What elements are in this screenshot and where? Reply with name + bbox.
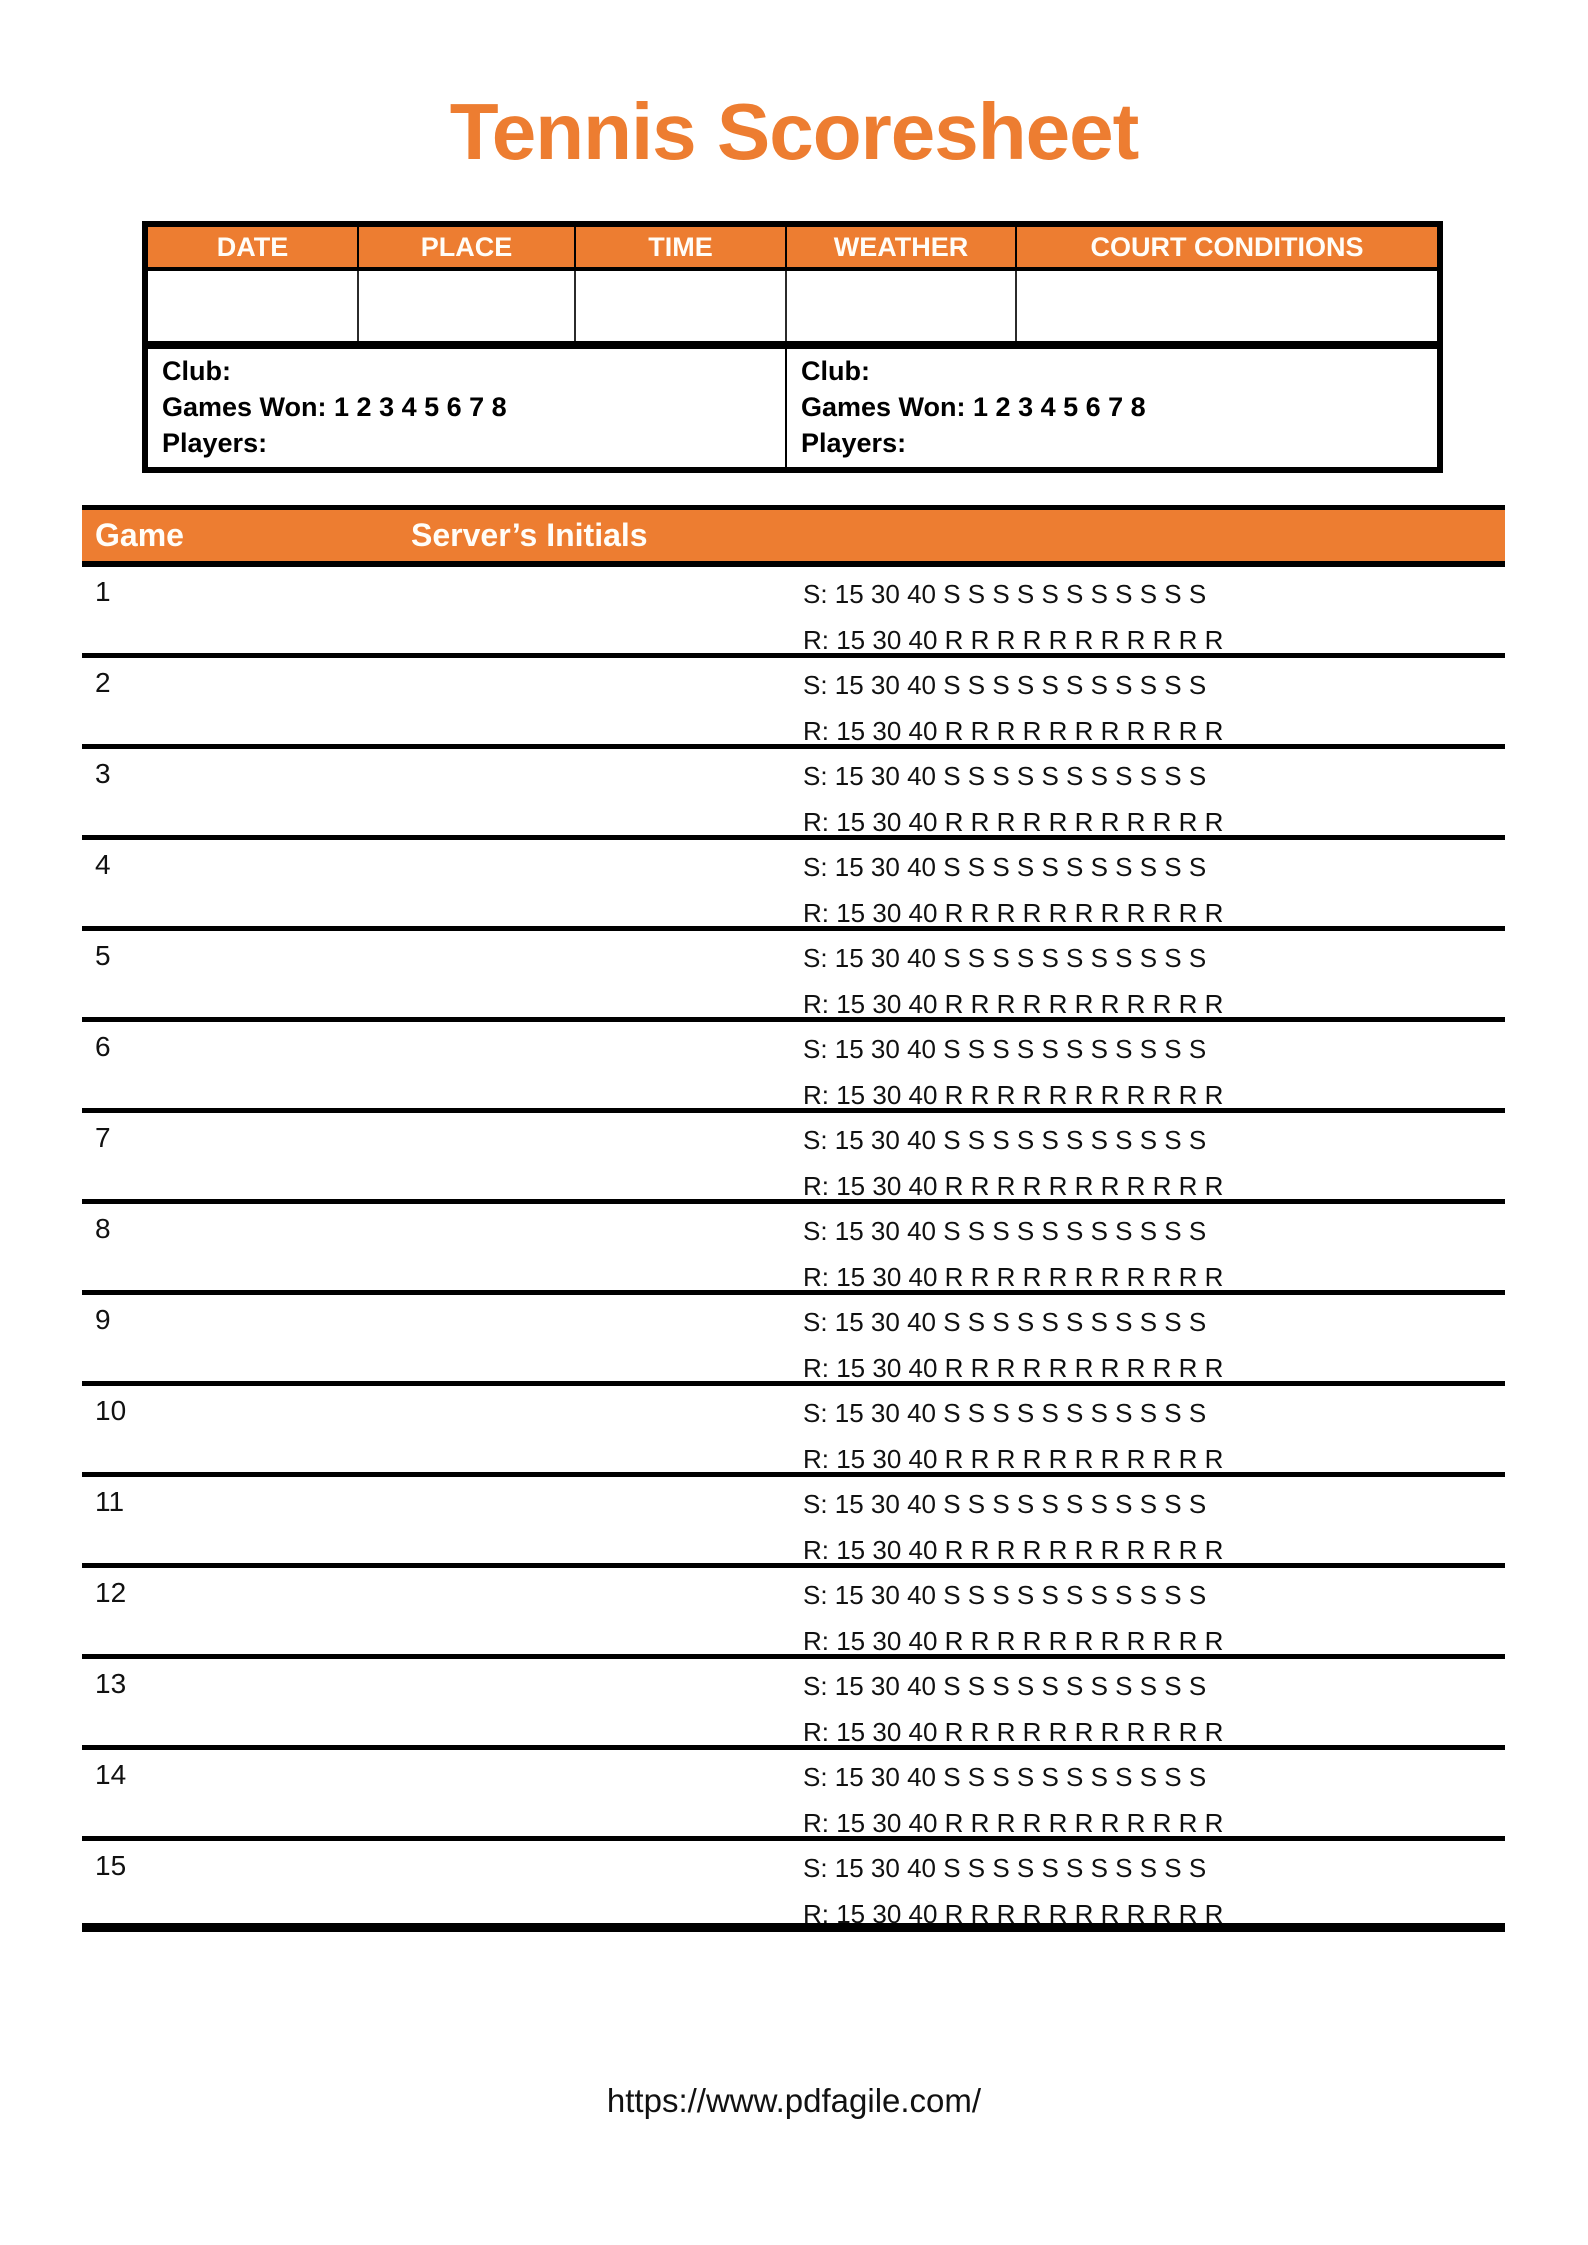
game-column-header: Game (95, 517, 184, 553)
players-label: Players: (162, 428, 268, 458)
info-header-row (148, 227, 1437, 271)
receiver-score-line: R: 15 30 40 R R R R R R R R R R R (803, 989, 1224, 1019)
info-header-place: PLACE (359, 227, 576, 267)
game-row (82, 931, 1505, 1022)
receiver-score-line: R: 15 30 40 R R R R R R R R R R R (803, 1808, 1224, 1838)
time-field[interactable] (576, 271, 787, 341)
score-block (803, 935, 1223, 1027)
game-row (82, 567, 1505, 658)
server-score-line: S: 15 30 40 S S S S S S S S S S S (803, 1398, 1207, 1428)
game-number: 11 (95, 1486, 125, 1517)
server-score-line: S: 15 30 40 S S S S S S S S S S S (803, 1216, 1207, 1246)
info-entry-row (148, 271, 1437, 341)
game-row (82, 1841, 1505, 1932)
game-row (82, 1113, 1505, 1204)
place-field[interactable] (359, 271, 576, 341)
score-block (803, 1572, 1223, 1664)
receiver-score-line: R: 15 30 40 R R R R R R R R R R R (803, 1626, 1224, 1656)
clubs-section (148, 341, 1437, 467)
club-cell-left[interactable] (148, 349, 787, 467)
date-field[interactable] (148, 271, 359, 341)
server-score-line: S: 15 30 40 S S S S S S S S S S S (803, 670, 1207, 700)
game-number: 14 (95, 1759, 127, 1790)
footer-url[interactable]: https://www.pdfagile.com/ (606, 2082, 982, 2119)
receiver-score-line: R: 15 30 40 R R R R R R R R R R R (803, 1899, 1224, 1929)
receiver-score-line: R: 15 30 40 R R R R R R R R R R R (803, 1353, 1224, 1383)
server-initials-column-header: Server’s Initials (411, 517, 648, 553)
server-score-line: S: 15 30 40 S S S S S S S S S S S (803, 1853, 1207, 1883)
game-row (82, 658, 1505, 749)
page-title: Tennis Scoresheet (449, 87, 1139, 176)
game-row (82, 1477, 1505, 1568)
score-block (803, 662, 1223, 754)
game-number: 3 (95, 758, 111, 789)
game-row (82, 840, 1505, 931)
game-row (82, 1386, 1505, 1477)
game-number: 9 (95, 1304, 111, 1335)
games-table (82, 505, 1505, 1932)
score-block (803, 1481, 1223, 1573)
games-won-line: Games Won: 1 2 3 4 5 6 7 8 (162, 392, 507, 422)
receiver-score-line: R: 15 30 40 R R R R R R R R R R R (803, 1171, 1224, 1201)
score-block (803, 1754, 1223, 1846)
game-number: 1 (95, 576, 111, 607)
server-score-line: S: 15 30 40 S S S S S S S S S S S (803, 852, 1207, 882)
receiver-score-line: R: 15 30 40 R R R R R R R R R R R (803, 807, 1224, 837)
game-row (82, 1295, 1505, 1386)
receiver-score-line: R: 15 30 40 R R R R R R R R R R R (803, 1262, 1224, 1292)
server-score-line: S: 15 30 40 S S S S S S S S S S S (803, 1034, 1207, 1064)
game-number: 4 (95, 849, 111, 880)
score-block (803, 1208, 1223, 1300)
server-score-line: S: 15 30 40 S S S S S S S S S S S (803, 1580, 1207, 1610)
score-block (803, 753, 1223, 845)
receiver-score-line: R: 15 30 40 R R R R R R R R R R R (803, 1535, 1224, 1565)
receiver-score-line: R: 15 30 40 R R R R R R R R R R R (803, 898, 1224, 928)
server-score-line: S: 15 30 40 S S S S S S S S S S S (803, 579, 1207, 609)
games-rows (82, 567, 1505, 1932)
info-header-date: DATE (148, 227, 359, 267)
server-score-line: S: 15 30 40 S S S S S S S S S S S (803, 1762, 1207, 1792)
server-score-line: S: 15 30 40 S S S S S S S S S S S (803, 1307, 1207, 1337)
receiver-score-line: R: 15 30 40 R R R R R R R R R R R (803, 716, 1224, 746)
games-won-line: Games Won: 1 2 3 4 5 6 7 8 (801, 392, 1146, 422)
receiver-score-line: R: 15 30 40 R R R R R R R R R R R (803, 625, 1224, 655)
club-cell-right[interactable] (787, 349, 1437, 467)
score-block (803, 1299, 1223, 1391)
weather-field[interactable] (787, 271, 1017, 341)
receiver-score-line: R: 15 30 40 R R R R R R R R R R R (803, 1717, 1224, 1747)
score-block (803, 1390, 1223, 1482)
game-number: 10 (95, 1395, 127, 1426)
game-row (82, 1750, 1505, 1841)
score-block (803, 1845, 1223, 1937)
game-number: 12 (95, 1577, 127, 1608)
games-header-row (82, 505, 1505, 567)
score-block (803, 1117, 1223, 1209)
game-number: 8 (95, 1213, 111, 1244)
game-number: 7 (95, 1122, 111, 1153)
game-row (82, 1022, 1505, 1113)
game-number: 5 (95, 940, 111, 971)
score-block (803, 1026, 1223, 1118)
receiver-score-line: R: 15 30 40 R R R R R R R R R R R (803, 1080, 1224, 1110)
score-block (803, 844, 1223, 936)
info-header-weather: WEATHER (787, 227, 1017, 267)
score-block (803, 571, 1223, 663)
server-score-line: S: 15 30 40 S S S S S S S S S S S (803, 1125, 1207, 1155)
score-block (803, 1663, 1223, 1755)
court-conditions-field[interactable] (1017, 271, 1437, 341)
server-score-line: S: 15 30 40 S S S S S S S S S S S (803, 943, 1207, 973)
server-score-line: S: 15 30 40 S S S S S S S S S S S (803, 1489, 1207, 1519)
game-number: 2 (95, 667, 111, 698)
info-header-time: TIME (576, 227, 787, 267)
game-row (82, 1659, 1505, 1750)
club-label: Club: (801, 356, 870, 386)
club-label: Club: (162, 356, 231, 386)
server-score-line: S: 15 30 40 S S S S S S S S S S S (803, 761, 1207, 791)
game-row (82, 1204, 1505, 1295)
receiver-score-line: R: 15 30 40 R R R R R R R R R R R (803, 1444, 1224, 1474)
server-score-line: S: 15 30 40 S S S S S S S S S S S (803, 1671, 1207, 1701)
info-header-court-conditions: COURT CONDITIONS (1090, 231, 1364, 262)
game-row (82, 1568, 1505, 1659)
match-info-table (142, 221, 1443, 473)
game-row (82, 749, 1505, 840)
players-label: Players: (801, 428, 907, 458)
game-number: 13 (95, 1668, 127, 1699)
game-number: 15 (95, 1850, 127, 1881)
game-number: 6 (95, 1031, 111, 1062)
